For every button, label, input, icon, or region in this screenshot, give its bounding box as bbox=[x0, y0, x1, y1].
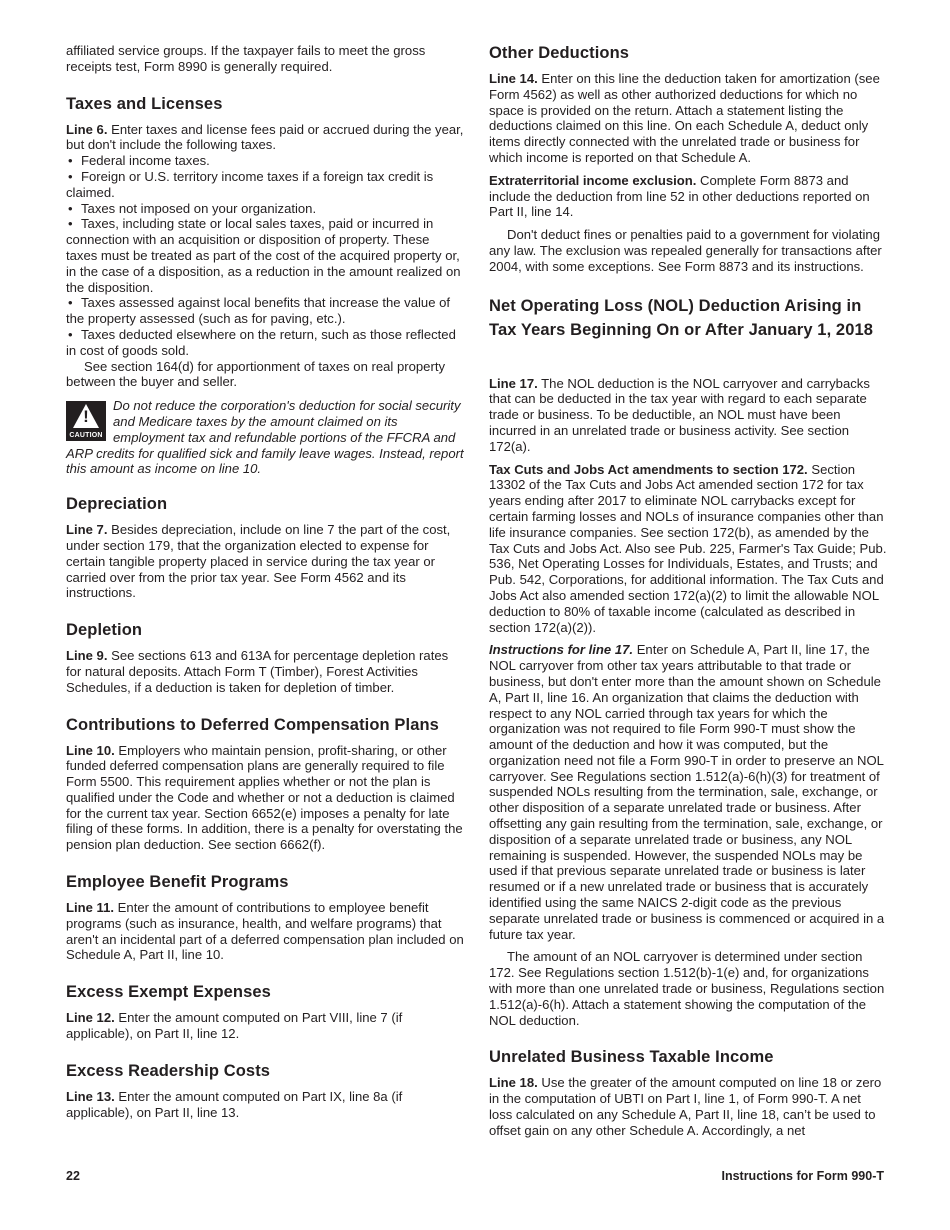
line-9-label: Line 9. bbox=[66, 648, 108, 664]
heading-nol-deduction: Net Operating Loss (NOL) Deduction Arising in Tax Years Beginning On or After January 1, 2018 bbox=[489, 296, 874, 339]
line-17-text: The NOL deduction is the NOL carryover and carrybacks that can be deducted in the tax year with regard to each separate trade or business. To be deductible, an NOL must have been incurred in an unrelated trade or business activity. See section 172(a). bbox=[489, 375, 870, 454]
page-number: 22 bbox=[66, 1169, 80, 1183]
line-11-text: Enter the amount of contributions to employee benefit programs (such as insurance, health, and welfare programs) that aren't an incidental part of a deferred compensation plan included on Schedule A, Part II, line 10. bbox=[66, 900, 464, 963]
tcja-label: Tax Cuts and Jobs Act amendments to section 172. bbox=[489, 461, 808, 477]
line-9-paragraph bbox=[66, 648, 464, 695]
line-13-text: Enter the amount computed on Part IX, line 8a (if applicable), on Part II, line 13. bbox=[66, 1088, 403, 1120]
instructions-line-17-label: Instructions for line 17. bbox=[489, 642, 634, 658]
line-10-label: Line 10. bbox=[66, 742, 115, 758]
bullet-item: • Federal income taxes. bbox=[66, 153, 464, 169]
line-18-paragraph bbox=[489, 1075, 887, 1138]
line-7-paragraph bbox=[66, 522, 464, 601]
heading-other-deductions: Other Deductions bbox=[489, 44, 630, 62]
line-10-text: Employers who maintain pension, profit-sharing, or other funded deferred compensation plans are generally required to file Form 5500. This requirement applies whether or not the plan is qualified under the Code and whether or not a deduction is claimed for the current tax year. Section 6652(e) imposes a penalty for late filing of these forms. In addition, there is a penalty for overstating the pension plan deduction. See section 6662(f). bbox=[66, 742, 463, 853]
apportionment-note: See section 164(d) for apportionment of taxes on real property between the buyer and seller. bbox=[66, 358, 446, 390]
bullet-item: • Taxes deducted elsewhere on the return, such as those reflected in cost of goods sold. bbox=[66, 327, 464, 359]
line-12-label: Line 12. bbox=[66, 1010, 115, 1026]
line-9-text: See sections 613 and 613A for percentage depletion rates for natural deposits. Attach Form T (Timber), Forest Activities Schedules, if a deduction is taken for depletion of timber. bbox=[66, 648, 449, 695]
line-14-label: Line 14. bbox=[489, 71, 538, 86]
instructions-line-17-text: Enter on Schedule A, Part II, line 17, the NOL carryover from other tax years attributable to that trade or business, but don't enter more than the amount shown on Schedule A, Part II, line 16. An organization that claims the deduction with respect to any NOL carried through tax years for which the organization was not required to file Form 990-T must show the amount of the deduction and how it was computed, but the organization need not file a Form 990-T in order to preserve an NOL carryover. See Regulations section 1.512(a)-6(h)(3) for treatment of suspended NOLs resulting from the termination, sale, exchange, or other disposition of a separate unrelated trade or business. After offsetting any gain resulting from the termination, sale, exchange, or disposition of a separate unrelated trade or business, any NOL remaining is suspended. However, the suspended NOLs may be used if that previous separate unrelated trade or business is later resumed or if a new unrelated trade or business that is accurately identified using the same NAICS 2-digit code as the previous separate unrelated trade or business is commenced or acquired in a future tax year. bbox=[489, 642, 885, 942]
heading-taxes-and-licenses: Taxes and Licenses bbox=[66, 94, 223, 113]
eti-text: Complete Form 8873 and include the deduction from line 52 in other deductions reported on Part II, line 14. bbox=[489, 172, 870, 220]
caution-box bbox=[66, 398, 464, 477]
heading-ubti: Unrelated Business Taxable Income bbox=[489, 1048, 774, 1067]
eti-paragraph bbox=[489, 173, 887, 220]
line-11-label: Line 11. bbox=[66, 900, 115, 916]
line-6-paragraph bbox=[66, 122, 464, 154]
bullet-item: • Taxes, including state or local sales taxes, paid or incurred in connection with an acquisition or disposition of property. These taxes must be treated as part of the cost of the acquired property or, in the case of a disposition, as a reduction in the amount realized on the disposition. bbox=[66, 216, 464, 295]
heading-depreciation: Depreciation bbox=[66, 495, 168, 514]
caution-icon: ! CAUTION bbox=[66, 401, 106, 441]
nol-carryover-paragraph: The amount of an NOL carryover is determined under section 172. See Regulations section 1.512(b)-1(e) and, for organizations with more than one unrelated trade or business, Regulations section 1.512(a)-6(h). Attach a statement showing the computation of the NOL deduction. bbox=[489, 949, 885, 1028]
footer-title: Instructions for Form 990-T bbox=[721, 1169, 884, 1183]
line-6-text: Enter taxes and license fees paid or accrued during the year, but don't include the following taxes. bbox=[66, 121, 464, 153]
right-column bbox=[489, 43, 887, 1146]
bullet-item: • Taxes not imposed on your organization. bbox=[66, 201, 464, 217]
line-14-paragraph bbox=[489, 71, 887, 166]
instructions-line-17-paragraph bbox=[489, 642, 887, 942]
tcja-text: Section 13302 of the Tax Cuts and Jobs Act amended section 172 for tax years ending after 2017 to eliminate NOL carrybacks except for certain farming losses and NOLs of insurance companies other than life insurance companies. See section 172(b), as amended by the Tax Cuts and Jobs Act. Also see Pub. 225, Farmer's Tax Guide; Pub. 536, Net Operating Losses for Individuals, Estates, and Trusts; and Pub. 542, Corporations, for additional information. The Tax Cuts and Jobs Act also amended section 172(a)(2) to limit the allowable NOL deduction to 80% of taxable income (calculated as described in section 172(a)(2)). bbox=[489, 461, 887, 635]
tcja-paragraph bbox=[489, 462, 887, 636]
line-11-paragraph bbox=[66, 900, 464, 963]
line-18-label: Line 18. bbox=[489, 1075, 538, 1091]
eti-label: Extraterritorial income exclusion. bbox=[489, 172, 697, 188]
intro-paragraph: affiliated service groups. If the taxpayer fails to meet the gross receipts test, Form 8990 is generally required. bbox=[66, 43, 426, 74]
heading-deferred-compensation: Contributions to Deferred Compensation Plans bbox=[66, 715, 439, 734]
caution-label: CAUTION bbox=[69, 432, 103, 440]
line-12-paragraph bbox=[66, 1010, 464, 1042]
left-column bbox=[66, 43, 464, 1127]
line-6-label: Line 6. bbox=[66, 121, 108, 137]
taxes-bullet-list bbox=[66, 153, 464, 358]
line-13-paragraph bbox=[66, 1089, 464, 1121]
bullet-item: • Foreign or U.S. territory income taxes if a foreign tax credit is claimed. bbox=[66, 169, 464, 201]
line-12-text: Enter the amount computed on Part VIII, line 7 (if applicable), on Part II, line 12. bbox=[66, 1010, 403, 1042]
heading-excess-exempt-expenses: Excess Exempt Expenses bbox=[66, 983, 271, 1002]
fines-paragraph: Don't deduct fines or penalties paid to a government for violating any law. The exclusion was repealed generally for transactions after 2004, with some exceptions. See Form 8873 and its instructions. bbox=[489, 227, 882, 274]
line-17-label: Line 17. bbox=[489, 375, 538, 391]
heading-employee-benefit-programs: Employee Benefit Programs bbox=[66, 873, 289, 892]
line-14-text: Enter on this line the deduction taken for amortization (see Form 4562) as well as other authorized deductions for which no space is provided on the return. Attach a statement listing the deductions claimed on this line. On each Schedule A, deduct only items directly connected with the unrelated trade or business for which income is reported on that Schedule A. bbox=[489, 71, 880, 165]
line-13-label: Line 13. bbox=[66, 1088, 115, 1104]
line-18-text: Use the greater of the amount computed on line 18 or zero in the computation of UBTI on Part I, line 1, of Form 990-T. A net loss calculated on any Schedule A, Part II, line 18, can’t be used to offset gain on any other Schedule A. Accordingly, a net bbox=[489, 1075, 882, 1138]
line-7-label: Line 7. bbox=[66, 522, 108, 538]
line-10-paragraph bbox=[66, 743, 464, 854]
heading-excess-readership-costs: Excess Readership Costs bbox=[66, 1061, 271, 1080]
bullet-item: • Taxes assessed against local benefits that increase the value of the property assessed (such as for paving, etc.). bbox=[66, 295, 464, 327]
line-7-text: Besides depreciation, include on line 7 the part of the cost, under section 179, that the organization elected to expense for certain tangible property placed in service during the tax year or carried over from the prior tax year. See Form 4562 and its instructions. bbox=[66, 522, 451, 601]
heading-depletion: Depletion bbox=[66, 621, 143, 640]
line-17-paragraph bbox=[489, 376, 887, 455]
caution-text: Do not reduce the corporation's deduction for social security and Medicare taxes by the amount claimed on its employment tax and refundable portions of the FFCRA and ARP credits for qualified sick and family leave wages. Instead, report this amount as income on line 10. bbox=[66, 398, 464, 477]
